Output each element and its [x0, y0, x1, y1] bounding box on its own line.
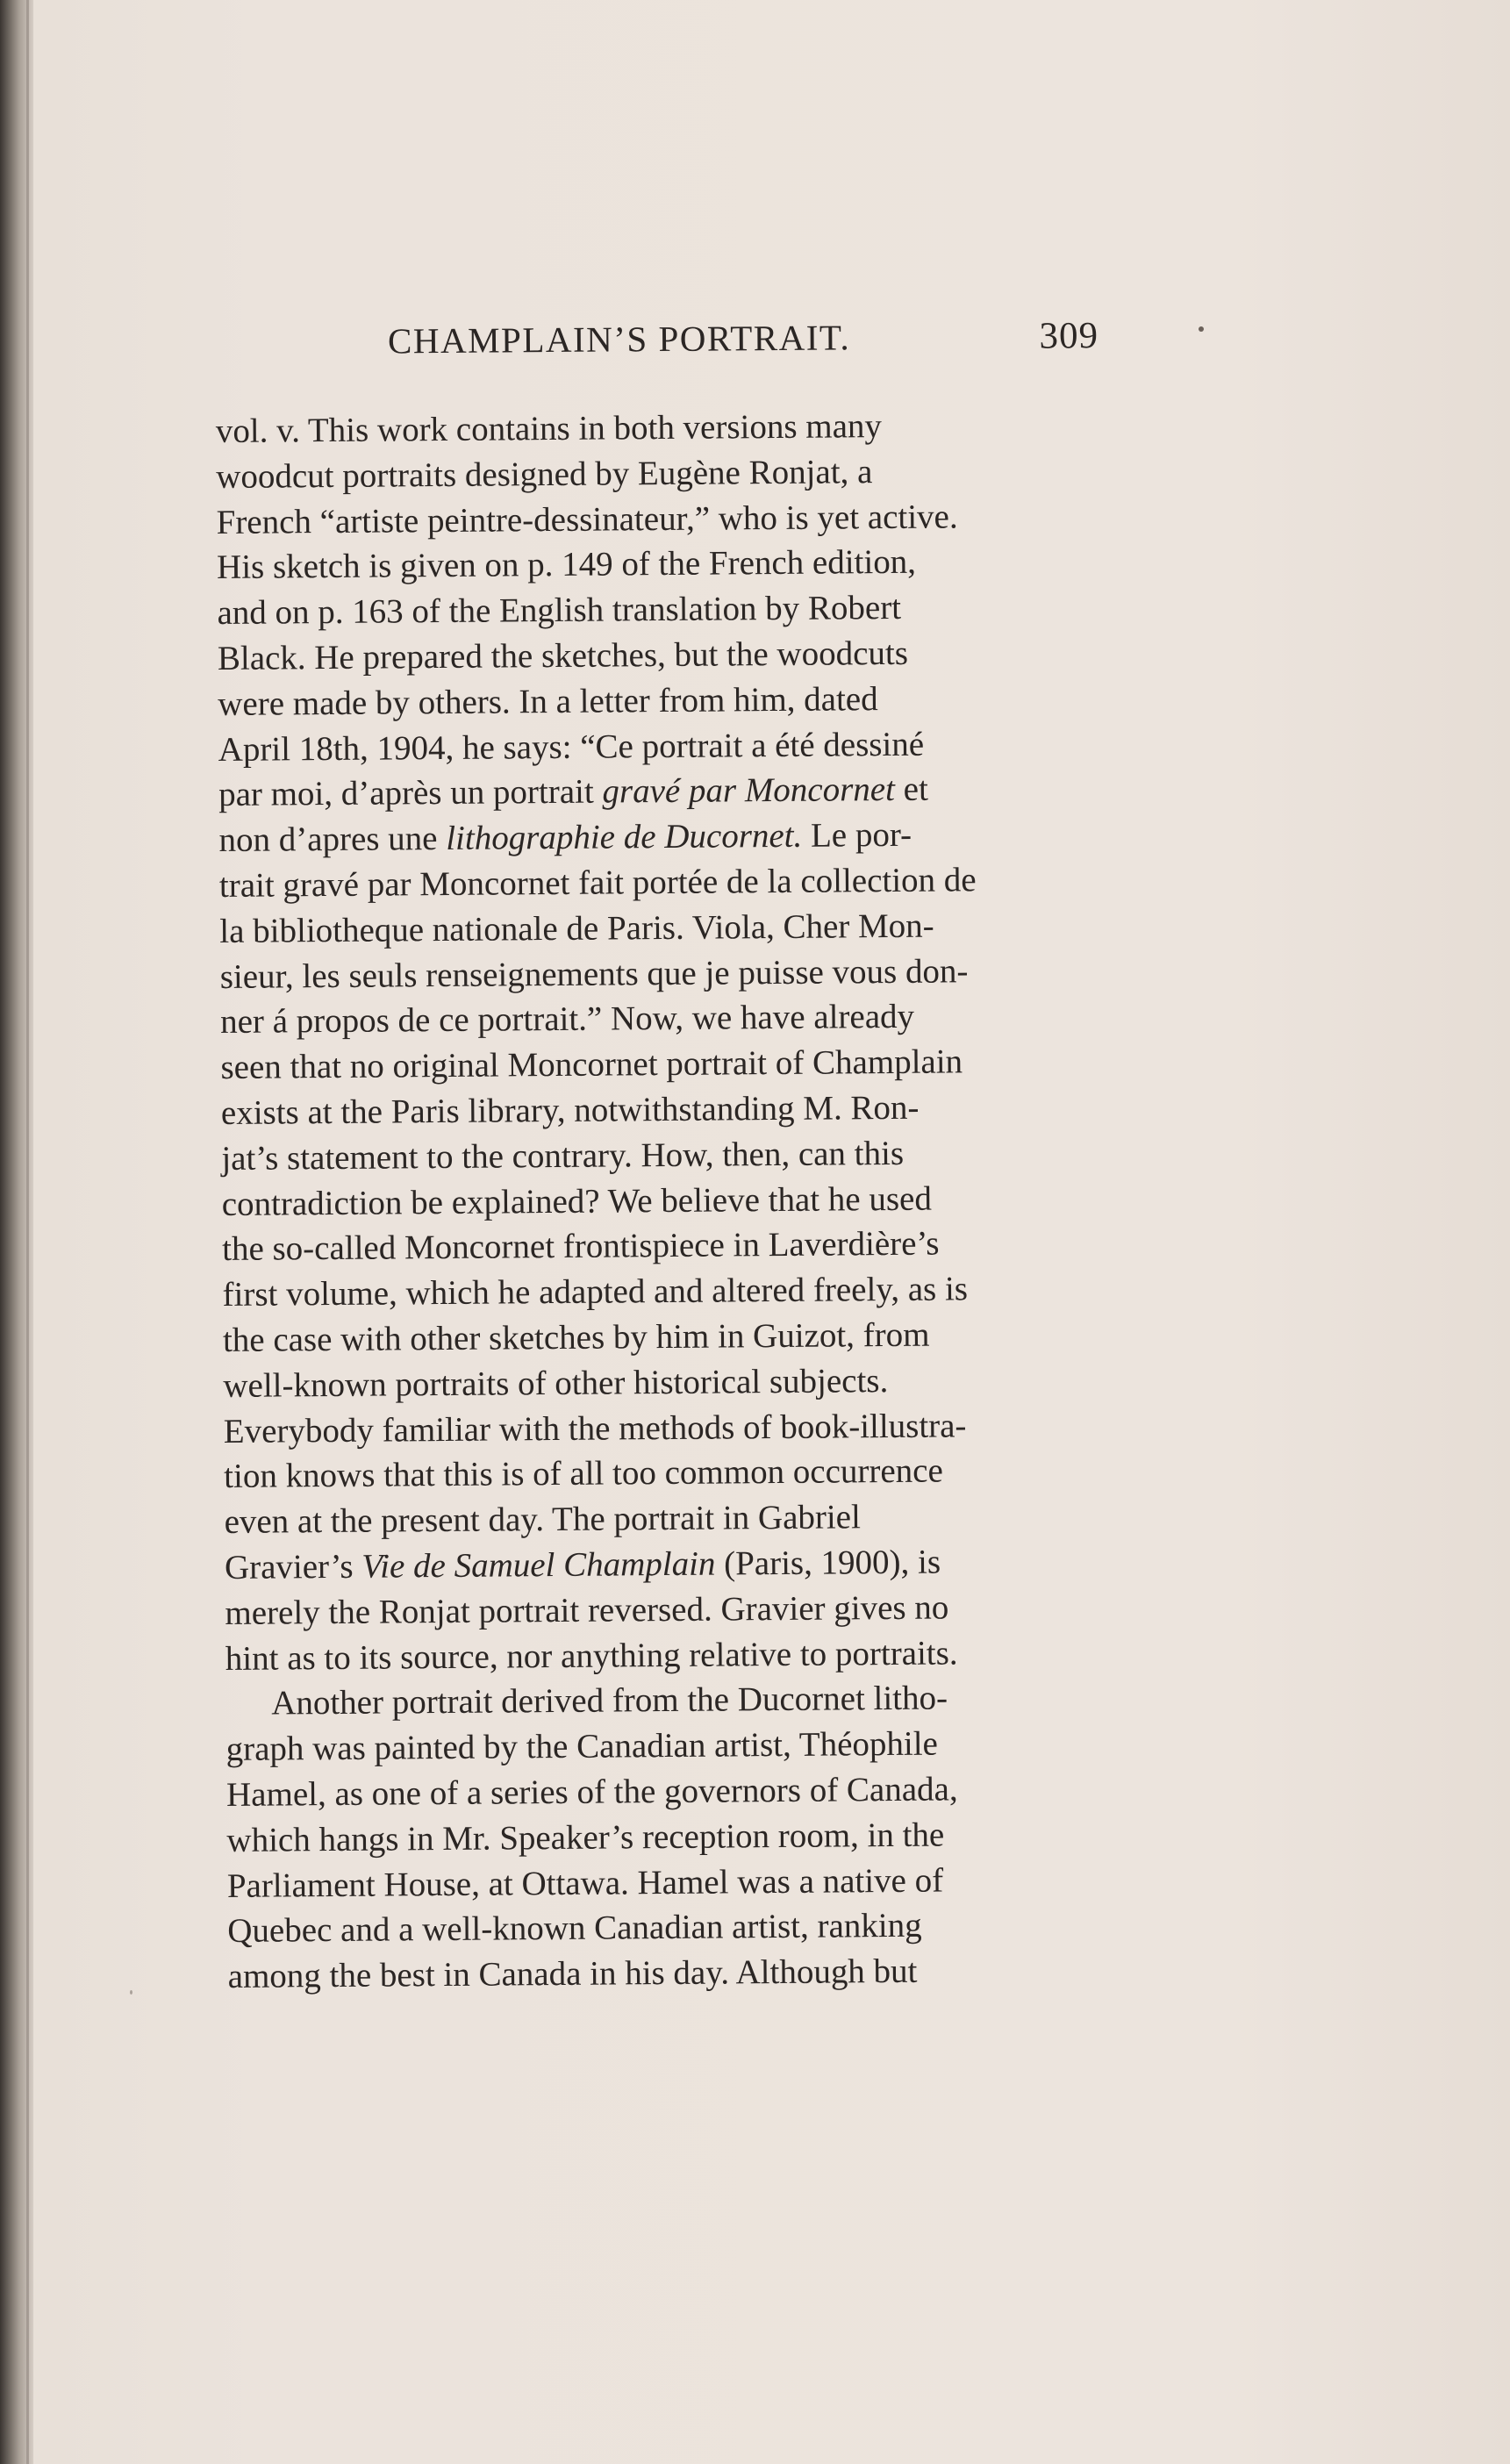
text-line-content: Everybody familiar with the methods of book-illustra- — [223, 1406, 967, 1450]
ink-speck — [130, 1990, 132, 1995]
italic-title: Vie de Samuel Champlain — [361, 1544, 716, 1586]
text-line-content: Black. He prepared the sketches, but the woodcuts — [217, 634, 909, 677]
text-line — [225, 1674, 1110, 1727]
text-line-content: and on p. 163 of the English translation by Robert — [217, 589, 902, 633]
text-line — [222, 1265, 1106, 1318]
text-line-content: first volume, which he adapted and altered freely, as is — [222, 1270, 969, 1314]
text-line-content: Another portrait derived from the Ducornet litho- — [271, 1679, 948, 1723]
text-line — [220, 948, 1105, 1000]
text-line — [223, 1311, 1107, 1364]
text-run: non d’apres une — [218, 820, 447, 860]
text-line — [225, 1630, 1110, 1682]
italic-title: lithographie de Ducornet. — [446, 816, 803, 858]
text-line — [221, 1129, 1106, 1182]
ink-speck — [1199, 326, 1204, 332]
text-line — [222, 1220, 1106, 1272]
running-title: CHAMPLAIN’S PORTRAIT. — [387, 317, 851, 362]
text-line-content: vol. v. This work contains in both versions many — [215, 407, 883, 451]
text-line-content: la bibliotheque nationale de Paris. Viola, Cher Mon- — [219, 906, 934, 950]
text-line — [216, 402, 1100, 455]
text-run: (Paris, 1900), is — [715, 1543, 941, 1583]
text-run: Gravier’s — [224, 1547, 362, 1587]
text-line-content: graph was painted by the Canadian artist, Théophile — [225, 1724, 939, 1769]
text-line — [216, 493, 1100, 546]
text-line-content: ner á propos de ce portrait.” Now, we have already — [219, 998, 915, 1042]
text-line — [227, 1902, 1112, 1954]
text-line-content: among the best in Canada in his day. Although but — [227, 1952, 918, 1996]
text-line — [226, 1811, 1111, 1864]
text-line-content: His sketch is given on p. 149 of the French edition, — [216, 543, 917, 587]
text-line — [218, 675, 1102, 727]
text-line — [220, 1038, 1105, 1091]
text-line-content: well-known portraits of other historical subjects. — [223, 1361, 889, 1405]
text-line-content: tion knows that this is of all too common occurrence — [224, 1451, 943, 1496]
text-line — [223, 1357, 1107, 1409]
text-line-content: merely the Ronjat portrait reversed. Gravier gives no — [225, 1588, 949, 1632]
text-line-content: April 18th, 1904, he says: “Ce portrait a été dessiné — [218, 725, 925, 769]
text-line — [221, 1084, 1106, 1136]
text-line — [227, 1947, 1112, 2000]
text-line-content: Quebec and a well-known Canadian artist, ranking — [227, 1907, 922, 1951]
italic-title: gravé par Moncornet — [602, 770, 896, 811]
text-line-content: contradiction be explained? We believe that he used — [221, 1179, 933, 1223]
text-line-content: trait gravé par Moncornet fait portée de la collection de — [218, 861, 977, 905]
text-line-content: which hangs in Mr. Speaker’s reception room, in the — [226, 1816, 945, 1859]
text-line — [218, 629, 1102, 682]
text-line — [227, 1857, 1112, 1909]
running-head — [388, 314, 1099, 372]
text-line — [217, 538, 1101, 591]
text-line — [218, 765, 1103, 818]
text-line-content: exists at the Paris library, notwithstanding M. Ron- — [220, 1088, 920, 1132]
text-line-content: sieur, les seuls renseignements que je puisse vous don- — [219, 951, 969, 996]
text-line-content: hint as to its source, nor anything relative to portraits. — [225, 1633, 958, 1678]
text-line — [216, 448, 1100, 500]
text-line — [225, 1720, 1110, 1773]
text-line — [220, 992, 1105, 1045]
body-text — [216, 402, 1113, 2000]
text-line — [218, 811, 1103, 863]
text-line — [222, 1175, 1106, 1228]
text-line-content: even at the present day. The portrait in Gabriel — [224, 1498, 862, 1542]
text-line-content: woodcut portraits designed by Eugène Ronjat, a — [216, 452, 873, 496]
text-line-content: seen that no original Moncornet portrait of Champlain — [220, 1042, 963, 1087]
text-line-content: Parliament House, at Ottawa. Hamel was a native of — [226, 1861, 944, 1905]
text-line-content: jat’s statement to the contrary. How, then, can this — [221, 1134, 905, 1178]
page-number: 309 — [1039, 315, 1099, 357]
text-line — [224, 1402, 1108, 1455]
text-line — [224, 1447, 1108, 1500]
text-run: et — [894, 770, 928, 809]
text-line — [219, 856, 1104, 909]
text-line — [224, 1493, 1108, 1545]
text-run: Le por- — [802, 815, 912, 855]
text-line — [225, 1538, 1109, 1591]
text-run: par moi, d’après un portrait — [218, 772, 603, 814]
text-line-content: were made by others. In a letter from him, dated — [218, 679, 878, 723]
text-line — [219, 902, 1104, 955]
text-line — [225, 1584, 1109, 1637]
text-line — [218, 720, 1102, 773]
text-line — [226, 1766, 1111, 1818]
text-line — [217, 584, 1101, 636]
text-line-content: the so-called Moncornet frontispiece in Laverdière’s — [222, 1224, 940, 1269]
text-line-content: the case with other sketches by him in Guizot, from — [222, 1315, 930, 1359]
text-line-content: French “artiste peintre-dessinateur,” who is yet active. — [216, 497, 958, 541]
text-line-content: Hamel, as one of a series of the governors of Canada, — [225, 1770, 958, 1814]
